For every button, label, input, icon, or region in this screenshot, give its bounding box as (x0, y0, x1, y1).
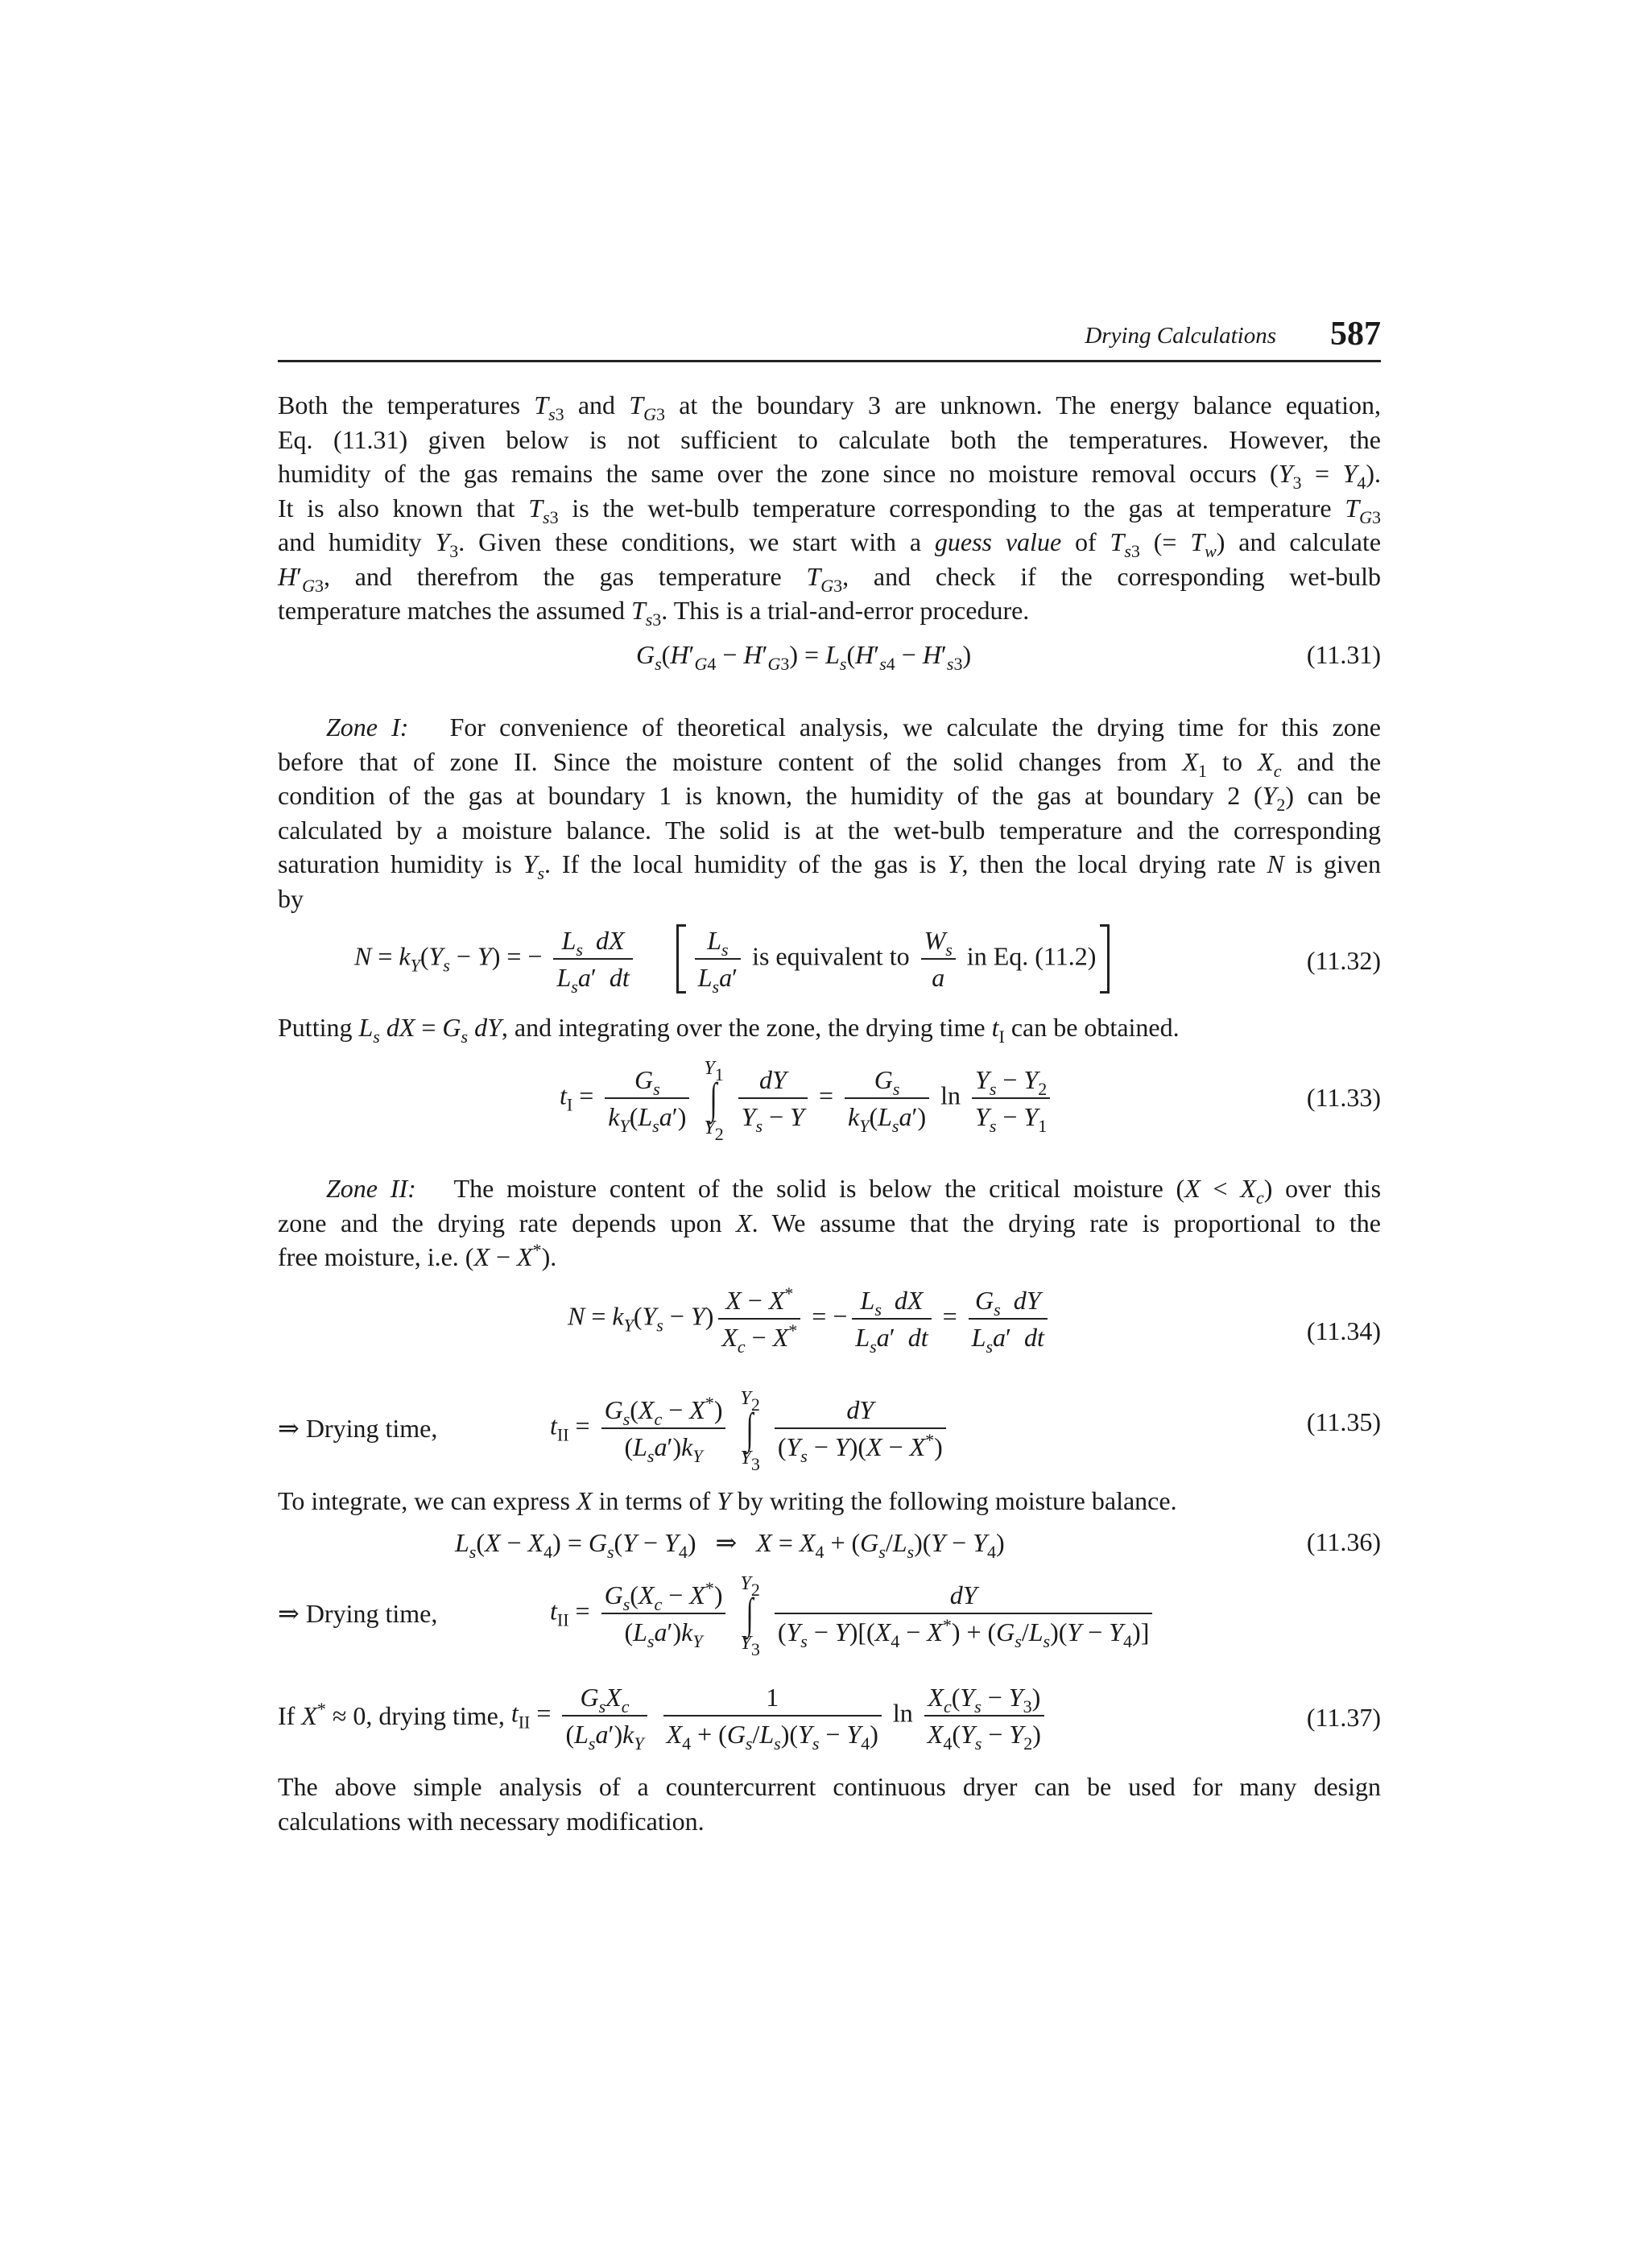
equation-11-33: $t_I$ = $\frac{G_s}{k_Y(L_sa')}$ $Y_1$ ∫ $Y_2$ $\frac{dY}{Y_s - Y}$ = $\frac{G_s}{k_Y(L_sa')}$ ln $\frac{Y_s - Y_2}{Y_s - Y_1}$ (560, 1059, 1055, 1138)
paragraph-zone-1 (278, 710, 1381, 915)
equation-11-36: $L_s(X - X_4) = G_s(Y - Y_4)$ ⇒ $X = X_4 + (G_s/L_s)(Y - Y_4)$ (455, 1528, 1005, 1562)
text-line: humidity of the gas remains the same over the zone since no moisture removal occurs $(Y_3 = Y_4)$. (278, 459, 1382, 493)
zone-2-lead: Zone II: (326, 1174, 416, 1203)
text-line: zone and the drying rate depends upon X. We assume that the drying rate is proportional to the (278, 1208, 1381, 1237)
text-line: Putting $L_s$ dX = $G_s$ dY, and integrating over the zone, the drying time $t_I$ can be obtained. (278, 1013, 1180, 1047)
text-line: condition of the gas at boundary 1 is known, the humidity of the gas at boundary 2 $(Y_2)$ can be (278, 781, 1382, 815)
text-line: To integrate, we can express X in terms of Y by writing the following moisture balance. (278, 1486, 1177, 1515)
equation-11-31: $G_s(H'_{G4} - H'_{G3}) = L_s(H'_{s4} - H'_{s3})$ (636, 640, 972, 674)
fraction: $\frac{L_s dX}{L_sa' dt}$ (553, 924, 632, 994)
text-line: and humidity $Y_3$. Given these conditions, we start with a guess value of $T_{s3}$ (= $T_w$) and calculate (278, 527, 1382, 561)
page-header (278, 318, 1381, 360)
text-line: Zone I: For convenience of theoretical analysis, we calculate the drying time for this zone (278, 710, 1381, 745)
paragraph-putting (278, 1010, 1381, 1045)
text-line: The above simple analysis of a countercurrent continuous dryer can be used for many design (278, 1772, 1381, 1801)
paragraph-closing (278, 1770, 1381, 1838)
bracket-note: $\frac{L_s}{L_sa'}$ is equivalent to $\frac{W_s}{a}$ in Eq. (11.2) (676, 924, 1110, 994)
page-number: 587 (1330, 316, 1381, 353)
running-head: Drying Calculations (1085, 323, 1276, 349)
equation-unnumbered: ⇒ Drying time, $t_{II}$ = $\frac{G_s(X_c - X^*)}{(L_sa')k_Y}$ $Y_2$ ∫ $Y_3$ $\frac{dY}{(Y_s - Y)[(X_4 - X^*) + (G_s/L_s)(Y - Y_4)]}$ (278, 1574, 1157, 1653)
equation-number: (11.32) (1306, 946, 1381, 975)
text-line: free moisture, i.e. (X − X*). (278, 1240, 557, 1271)
equation-number: (11.37) (1306, 1703, 1381, 1732)
text-line: Eq. (11.31) given below is not sufficient to calculate both the temperatures. However, the (278, 424, 1381, 454)
equation-11-37: If X* ≈ 0, drying time, $t_{II}$ = $\frac{G_sX_c}{(L_sa')k_Y}$ $\frac{1}{X_4 + (G_s/L_s)(Y_s - Y_4)}$ ln $\frac{X_c(Y_s - Y_3)}{X_4(Y_s - Y_2)}$ (278, 1681, 1049, 1750)
text-line: by (278, 883, 304, 913)
header-rule (278, 360, 1381, 362)
text-line: Zone II: The moisture content of the solid is below the critical moisture $(X < X_c)$ over this (278, 1171, 1381, 1206)
equation-number: (11.34) (1306, 1316, 1381, 1345)
equation-number: (11.35) (1306, 1407, 1381, 1436)
paragraph-zone-2 (278, 1171, 1381, 1274)
text-line: before that of zone II. Since the moisture content of the solid changes from $X_1$ to $X_c$ and the (278, 746, 1382, 781)
equation-11-35: ⇒ Drying time, $t_{II}$ = $\frac{G_s(X_c - X^*)}{(L_sa')k_Y}$ $Y_2$ ∫ $Y_3$ $\frac{dY}{(Y_s - Y)(X - X^*)}$ (278, 1389, 951, 1468)
equation-11-34: $N = k_Y(Y_s - Y)$ $\frac{X - X^*}{X_c - X^*}$ = − $\frac{L_s dX}{L_sa' dt}$ = $\frac{G_s dY}{L_sa' dt}$ (568, 1284, 1052, 1353)
text-line: saturation humidity is $Y_s$. If the local humidity of the gas is Y, then the local drying rate N is given (278, 849, 1381, 883)
equation-number: (11.33) (1306, 1083, 1381, 1112)
zone-1-lead: Zone I: (326, 713, 409, 742)
text-line: temperature matches the assumed $T_{s3}$. This is a trial-and-error procedure. (278, 596, 1030, 630)
text-line: It is also known that $T_{s3}$ is the wet-bulb temperature corresponding to the gas at temperature $T_{G3}$ (278, 493, 1382, 527)
paragraph-boundary-3 (278, 388, 1381, 628)
text-line: calculated by a moisture balance. The solid is at the wet-bulb temperature and the corresponding (278, 815, 1381, 845)
equation-11-32: $N = k_Y(Y_s - Y)$ = − $\frac{L_s dX}{L_sa' dt}$ $\frac{L_s}{L_sa'}$ is equivalent to $\frac{W_s}{a}$ in Eq. (11.2) (354, 924, 1110, 994)
eq-label: If X* ≈ 0, drying time, (278, 1698, 505, 1730)
text-line: $H'_{G3}$, and therefrom the gas temperature $T_{G3}$, and check if the corresponding wet-bulb (278, 561, 1382, 596)
text-line: calculations with necessary modification. (278, 1806, 705, 1836)
equation-number: (11.36) (1306, 1527, 1381, 1556)
paragraph-integrate (278, 1484, 1381, 1518)
text-line: Both the temperatures $T_{s3}$ and $T_{G3}$ at the boundary 3 are unknown. The energy balance equation, (278, 390, 1382, 424)
equation-number: (11.31) (1306, 640, 1381, 669)
